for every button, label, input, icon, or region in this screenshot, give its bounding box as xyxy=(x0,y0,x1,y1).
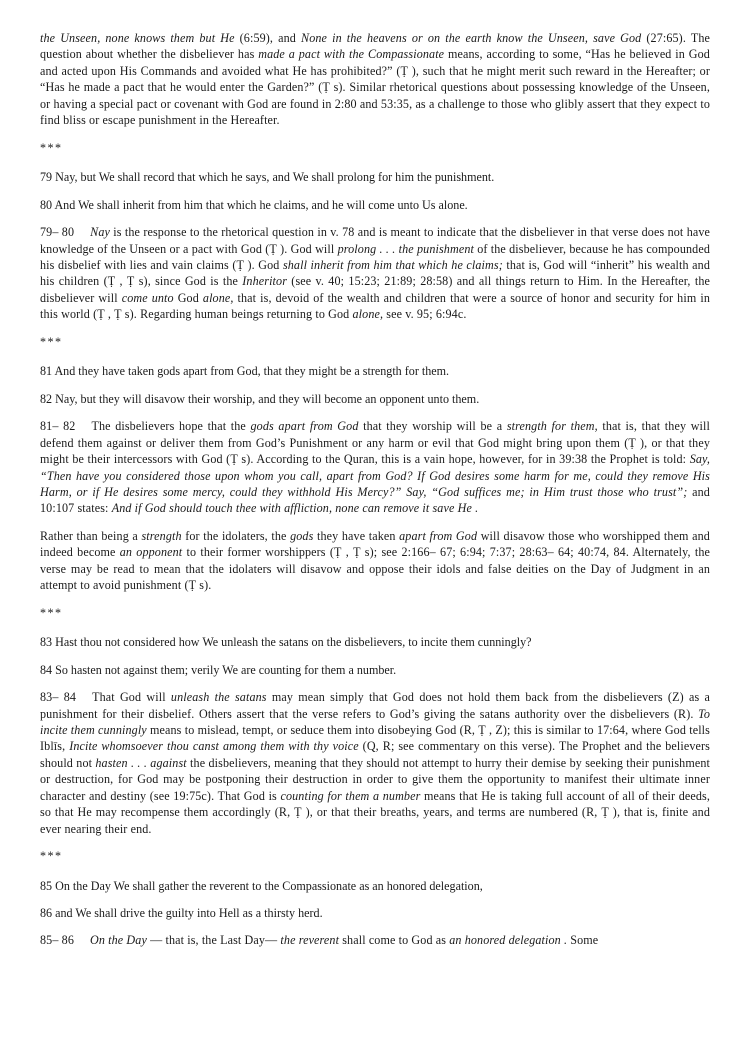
roman-run: 81 And they have taken gods apart from God, that they might be a strength for them. xyxy=(40,364,450,379)
roman-run: The disbelievers hope that the xyxy=(91,419,251,434)
italic-run: Inheritor xyxy=(242,274,288,289)
section-divider-4 xyxy=(40,848,710,864)
italic-run: Incite whomsoever thou canst among them with thy voice xyxy=(69,739,359,754)
roman-run: (27:65). The question about whether the disbeliever has xyxy=(40,31,710,62)
roman-run: 80 And We shall inherit from him that which he claims, and he will come unto Us alone. xyxy=(40,197,468,212)
roman-run: *** xyxy=(40,849,63,864)
italic-run: strength xyxy=(141,528,182,543)
italic-run: the reverent xyxy=(280,933,340,948)
verse-line-84 xyxy=(40,662,710,678)
roman-run: *** xyxy=(40,140,63,155)
italic-run: counting for them a number xyxy=(280,788,421,803)
roman-run: means that He is taking full account of all of their deeds, so that He may recompense them accordingly (R, Ṭ ), or that their breaths, years, and terms are numbered (R, Ṭ ), that is, finite and ever nearing their end. xyxy=(40,788,711,836)
roman-run: 86 and We shall drive the guilty into Hell as a thirsty herd. xyxy=(40,906,323,921)
italic-run: shall inherit from him that which he claims; xyxy=(282,257,503,272)
roman-run: Some xyxy=(567,933,599,948)
roman-run: see v. 95; 6:94c. xyxy=(383,307,467,322)
italic-run: To incite them cunningly xyxy=(40,706,710,737)
commentary-paragraph-83-84 xyxy=(40,689,710,837)
italic-run: None in the heavens or on the earth know the Unseen, save God xyxy=(301,31,642,45)
verse-line-81 xyxy=(40,363,710,379)
italic-run: prolong . . . the punishment xyxy=(337,241,474,256)
roman-run: 79– 80 xyxy=(40,225,75,240)
roman-run: of the disbeliever, because he has compounded his disbelief with lies and vain claims (Ṭ ). God xyxy=(40,241,710,272)
italic-run: gods xyxy=(290,528,314,543)
roman-run: That God will xyxy=(92,690,171,705)
commentary-paragraph-intro xyxy=(40,30,710,129)
italic-run: hasten . . . against xyxy=(95,755,187,770)
verse-line-79 xyxy=(40,169,710,185)
italic-run: the Unseen, none knows them but He xyxy=(40,31,235,45)
italic-run: alone, xyxy=(202,290,234,305)
roman-run: means, according to some, “Has he believed in God and acted upon His Commands and avoided what He has prohibited?” (Ṭ ), such that he might merit such reward in the Hereafter; or “Has he made a pact that he would enter the Garden?” (Ṭ s). Similar rhetorical questions about possessing knowledge of the Unseen, or having a special pact or covenant with God are found in 2:80 and 53:35, as a challenge to those who glibly assert that they expect to find bliss or escape punishment in the Hereafter. xyxy=(40,47,710,128)
verse-line-85 xyxy=(40,878,710,894)
verse-line-80 xyxy=(40,197,710,213)
roman-run: that is, devoid of the wealth and children that were a source of honor and security for him in this world (Ṭ , Ṭ s). Regarding human beings returning to God xyxy=(40,290,711,322)
roman-run: shall come to God as xyxy=(339,933,450,948)
italic-run: an opponent xyxy=(119,545,183,560)
roman-run: Rather than being a xyxy=(40,528,142,543)
italic-run: gods apart from God xyxy=(250,419,359,434)
roman-run: for the idolaters, the xyxy=(181,528,291,543)
roman-run: God xyxy=(173,290,203,305)
italic-run: come unto xyxy=(121,290,174,305)
italic-run: strength for them, xyxy=(506,419,598,434)
commentary-paragraph-81-82-b xyxy=(40,528,710,594)
italic-run: On the Day xyxy=(89,933,147,948)
roman-run: means to mislead, tempt, or seduce them into disobeying God (R, Ṭ , Z); this is similar to 17:64, where God tells Iblīs, xyxy=(40,722,710,754)
italic-run: made a pact with the Compassionate xyxy=(258,47,445,62)
roman-run: that they worship will be a xyxy=(358,419,507,434)
roman-run: the disbelievers, meaning that they should not attempt to hurry their demise by seeking their punishment or destruction, for God may be postponing their destruction in order to give them the opportunity to manifest their ultimate inner character and destiny (see 19:75c). That God is xyxy=(40,755,711,803)
roman-run: they have taken xyxy=(313,528,400,543)
verse-line-83 xyxy=(40,634,710,650)
roman-run: that is, God will “inherit” his wealth and his children (Ṭ , Ṭ s), since God is the xyxy=(40,257,711,289)
commentary-paragraph-81-82-a xyxy=(40,418,710,517)
italic-run: Say, “Then have you considered those upon whom you call, apart from God? If God desires some harm for me, could they remove His Harm, or if He desires some mercy, could they withhold His Mercy?” Say, “God suffices me; in Him trust those who trust”; xyxy=(40,452,710,499)
roman-run: (6:59), and xyxy=(234,31,302,45)
roman-run: that is, that they will defend them against or deliver them from God’s Punishment or any harm or evil that God might bring upon them (Ṭ ), or that they might be their intercessors with God (Ṭ s). According to the Quran, this is a vain hope, however, for in 39:38 the Prophet is told: xyxy=(40,419,711,467)
roman-run: — that is, the Last Day— xyxy=(146,933,281,948)
roman-run: 85– 86 xyxy=(40,933,74,948)
roman-run: will disavow those who worshipped them and indeed become xyxy=(40,528,710,560)
roman-run: 81– 82 xyxy=(40,419,76,434)
italic-run: alone, xyxy=(352,307,384,322)
italic-run: unleash the satans xyxy=(170,690,267,705)
section-divider-3 xyxy=(40,605,710,621)
section-divider-1 xyxy=(40,140,710,156)
roman-run: 82 Nay, but they will disavow their worship, and they will become an opponent unto them. xyxy=(40,391,480,406)
roman-run: *** xyxy=(40,605,63,620)
roman-run: 85 On the Day We shall gather the reverent to the Compassionate as an honored delegation, xyxy=(40,878,483,893)
verse-line-86 xyxy=(40,905,710,921)
roman-run: and 10:107 states: xyxy=(40,484,710,516)
roman-run: may mean simply that God does not hold them back from the disbelievers (Z) as a punishment for their disbelief. Others assert that the verse refers to God’s giving the satans authority over the disbelievers (R). xyxy=(40,690,710,721)
roman-run: *** xyxy=(40,334,63,349)
roman-run: 79 Nay, but We shall record that which he says, and We shall prolong for him the punishment. xyxy=(40,170,495,185)
roman-run: to their former worshippers (Ṭ , Ṭ s); see 2:166– 67; 6:94; 7:37; 28:63– 64; 40:74, 84. Alternately, the verse may be read to mean that the idolaters will disavow and oppose their idols and false deities on the Day of Judgment in an attempt to avoid punishment (Ṭ s). xyxy=(40,545,710,593)
roman-run: (Q, R; see commentary on this verse). The Prophet and the believers should not xyxy=(40,739,710,770)
commentary-paragraph-79-80 xyxy=(40,224,710,323)
roman-run: is the response to the rhetorical question in v. 78 and is meant to indicate that the disbeliever in that verse does not have knowledge of the Unseen or a pact with God (Ṭ ). God will xyxy=(40,225,711,256)
section-divider-2 xyxy=(40,334,710,350)
roman-run: 83– 84 xyxy=(40,690,77,705)
verse-line-82 xyxy=(40,391,710,407)
italic-run: an honored delegation . xyxy=(449,933,568,948)
italic-run: And if God should touch thee with affliction, none can remove it save He . xyxy=(111,501,479,516)
roman-run: 84 So hasten not against them; verily We are counting for them a number. xyxy=(40,662,397,677)
roman-run: 83 Hast thou not considered how We unleash the satans on the disbelievers, to incite them cunningly? xyxy=(40,635,532,650)
roman-run: (see v. 40; 15:23; 21:89; 28:58) and all things return to Him. In the Hereafter, the disbeliever will xyxy=(40,274,710,305)
italic-run: apart from God xyxy=(399,528,478,543)
italic-run: Nay xyxy=(90,225,110,240)
commentary-paragraph-85-86 xyxy=(40,932,710,948)
